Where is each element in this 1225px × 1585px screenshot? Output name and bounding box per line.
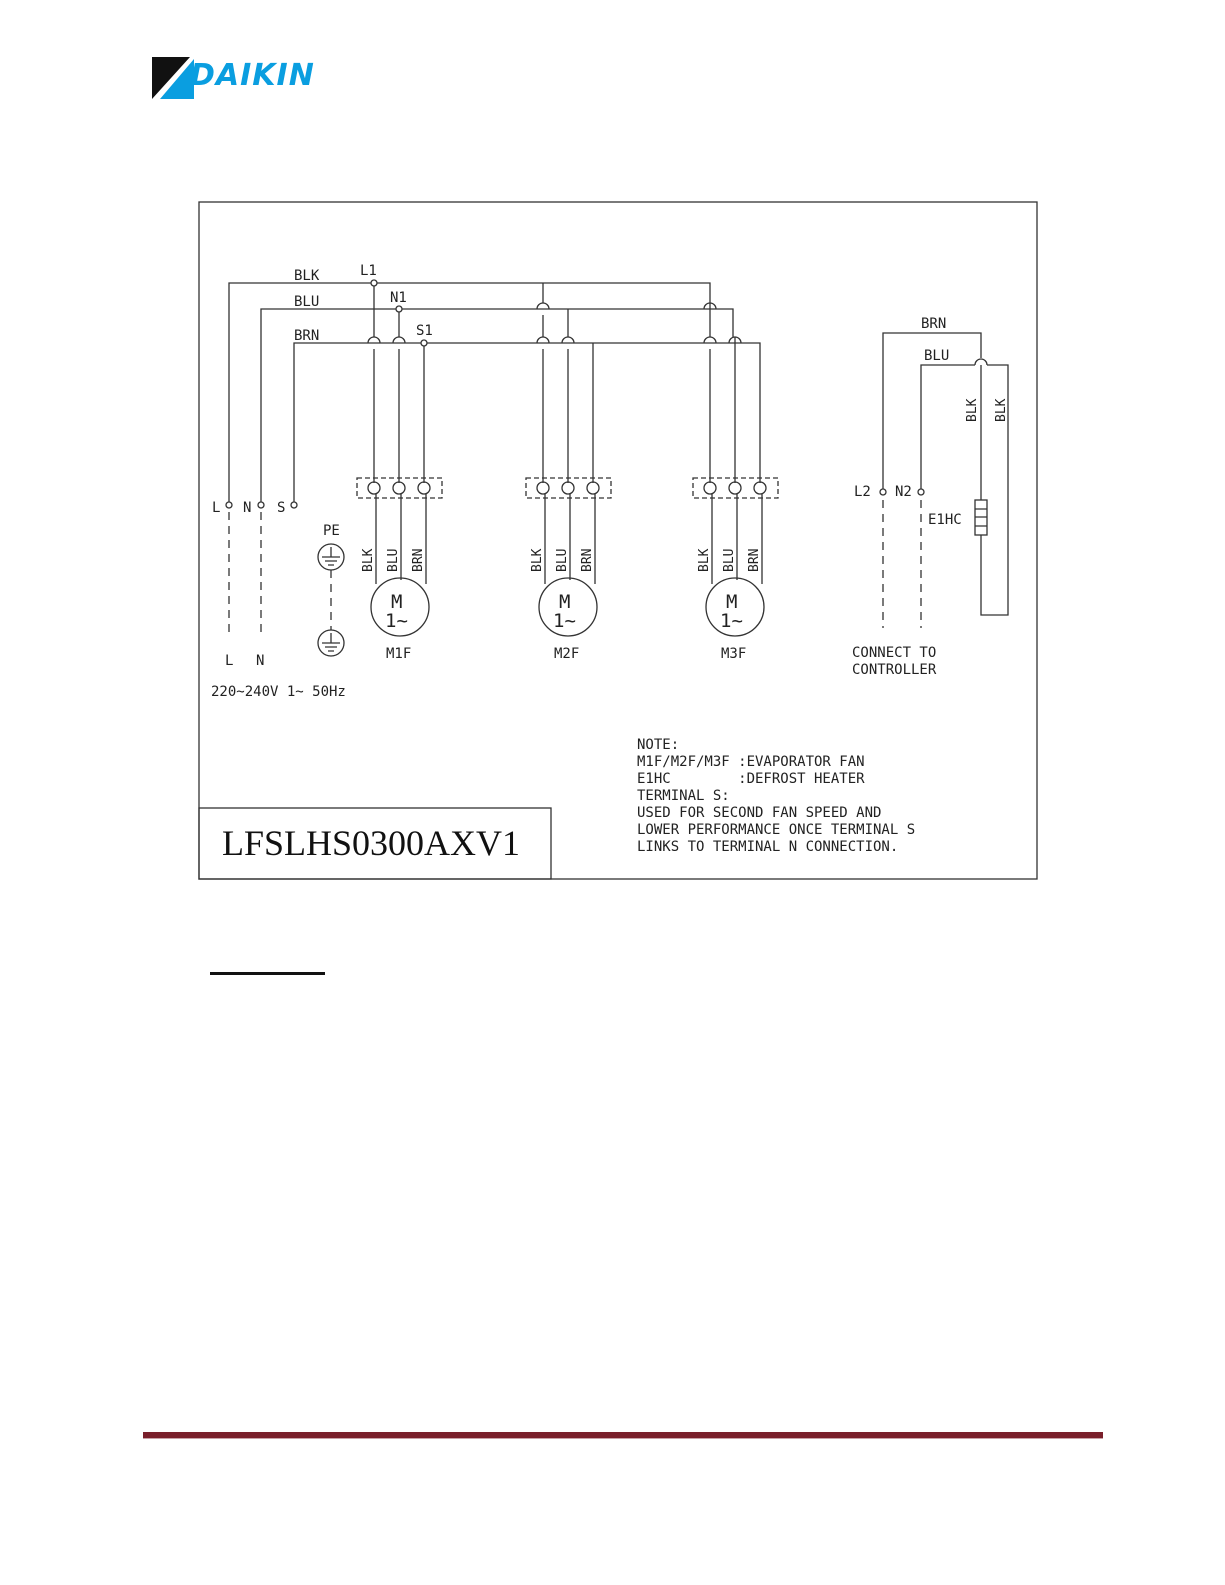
controller-label-line2: CONTROLLER — [852, 662, 937, 678]
m2-phase: 1~ — [553, 610, 576, 632]
brn-bus — [294, 343, 760, 507]
l1-label: L1 — [360, 263, 377, 279]
terminal-n — [258, 502, 264, 508]
brn-label: BRN — [294, 328, 320, 344]
m3-blu-label: BLU — [722, 548, 737, 572]
terminal — [704, 482, 716, 494]
m3-id: M3F — [721, 646, 747, 662]
brand-name: DAIKIN — [190, 58, 315, 93]
m3-symbol: M — [726, 591, 738, 613]
terminal-n2 — [918, 489, 924, 495]
supply-s-label: S — [277, 500, 286, 516]
supply-l-label: L — [212, 500, 221, 516]
heater-label: E1HC — [928, 512, 962, 528]
junction-l1 — [371, 280, 377, 286]
note-line-4: TERMINAL S: — [637, 788, 730, 804]
crossover — [975, 359, 987, 365]
note-line-2: M1F/M2F/M3F :EVAPORATOR FAN — [637, 754, 865, 770]
m3-phase: 1~ — [720, 610, 743, 632]
junction-n1 — [396, 306, 402, 312]
terminal — [754, 482, 766, 494]
bottom-l-label: L — [225, 653, 234, 669]
junction-s1 — [421, 340, 427, 346]
m1-blk-label: BLK — [361, 548, 376, 572]
controller-label-line1: CONNECT TO — [852, 645, 937, 661]
heater-blk-label-1: BLK — [965, 398, 980, 422]
n1-label: N1 — [390, 290, 407, 306]
crossover — [704, 337, 716, 343]
controller-brn-label: BRN — [921, 316, 947, 332]
model-number: LFSLHS0300AXV1 — [222, 823, 521, 863]
bottom-n-label: N — [256, 653, 265, 669]
supply-rating: 220~240V 1~ 50Hz — [211, 684, 346, 700]
earth-lines — [322, 633, 340, 651]
pe-ground-lines — [322, 547, 340, 565]
m2-id: M2F — [554, 646, 580, 662]
m1-id: M1F — [386, 646, 412, 662]
terminal — [562, 482, 574, 494]
crossover — [537, 337, 549, 343]
terminal — [368, 482, 380, 494]
heater-element — [975, 509, 987, 526]
heater-blk-label-2: BLK — [994, 398, 1009, 422]
note-line-1: NOTE: — [637, 737, 680, 753]
crossover — [562, 337, 574, 343]
terminal — [729, 482, 741, 494]
l2-label: L2 — [854, 484, 871, 500]
blk-label: BLK — [294, 268, 320, 284]
terminal-l — [226, 502, 232, 508]
junction-dots — [226, 280, 924, 508]
crossover — [537, 303, 549, 309]
controller-blu-label: BLU — [924, 348, 950, 364]
wire-network — [229, 283, 1008, 656]
note-line-5: USED FOR SECOND FAN SPEED AND — [637, 805, 882, 821]
footer-rule — [143, 1432, 1103, 1439]
blu-label: BLU — [294, 294, 320, 310]
terminal — [587, 482, 599, 494]
n2-label: N2 — [895, 484, 912, 500]
s1-label: S1 — [416, 323, 433, 339]
terminal — [537, 482, 549, 494]
m3-blk-label: BLK — [697, 548, 712, 572]
terminal-s — [291, 502, 297, 508]
m1-brn-label: BRN — [411, 548, 426, 572]
terminal — [393, 482, 405, 494]
terminal — [418, 482, 430, 494]
m2-blk-label: BLK — [530, 548, 545, 572]
pe-label: PE — [323, 523, 340, 539]
crossover — [393, 337, 405, 343]
m2-blu-label: BLU — [555, 548, 570, 572]
m1-phase: 1~ — [385, 610, 408, 632]
m2-brn-label: BRN — [580, 548, 595, 572]
note-line-6: LOWER PERFORMANCE ONCE TERMINAL S — [637, 822, 916, 838]
diagram-frame — [199, 202, 1037, 879]
m1-blu-label: BLU — [386, 548, 401, 572]
m1-symbol: M — [391, 591, 403, 613]
supply-n-label: N — [243, 500, 252, 516]
blu-bus — [261, 309, 733, 507]
crossover — [368, 337, 380, 343]
m3-brn-label: BRN — [747, 548, 762, 572]
note-line-3: E1HC :DEFROST HEATER — [637, 771, 865, 787]
note-line-7: LINKS TO TERMINAL N CONNECTION. — [637, 839, 899, 855]
terminal-l2 — [880, 489, 886, 495]
underline-rule — [210, 972, 325, 975]
blk-bus — [229, 283, 710, 507]
m2-symbol: M — [559, 591, 571, 613]
